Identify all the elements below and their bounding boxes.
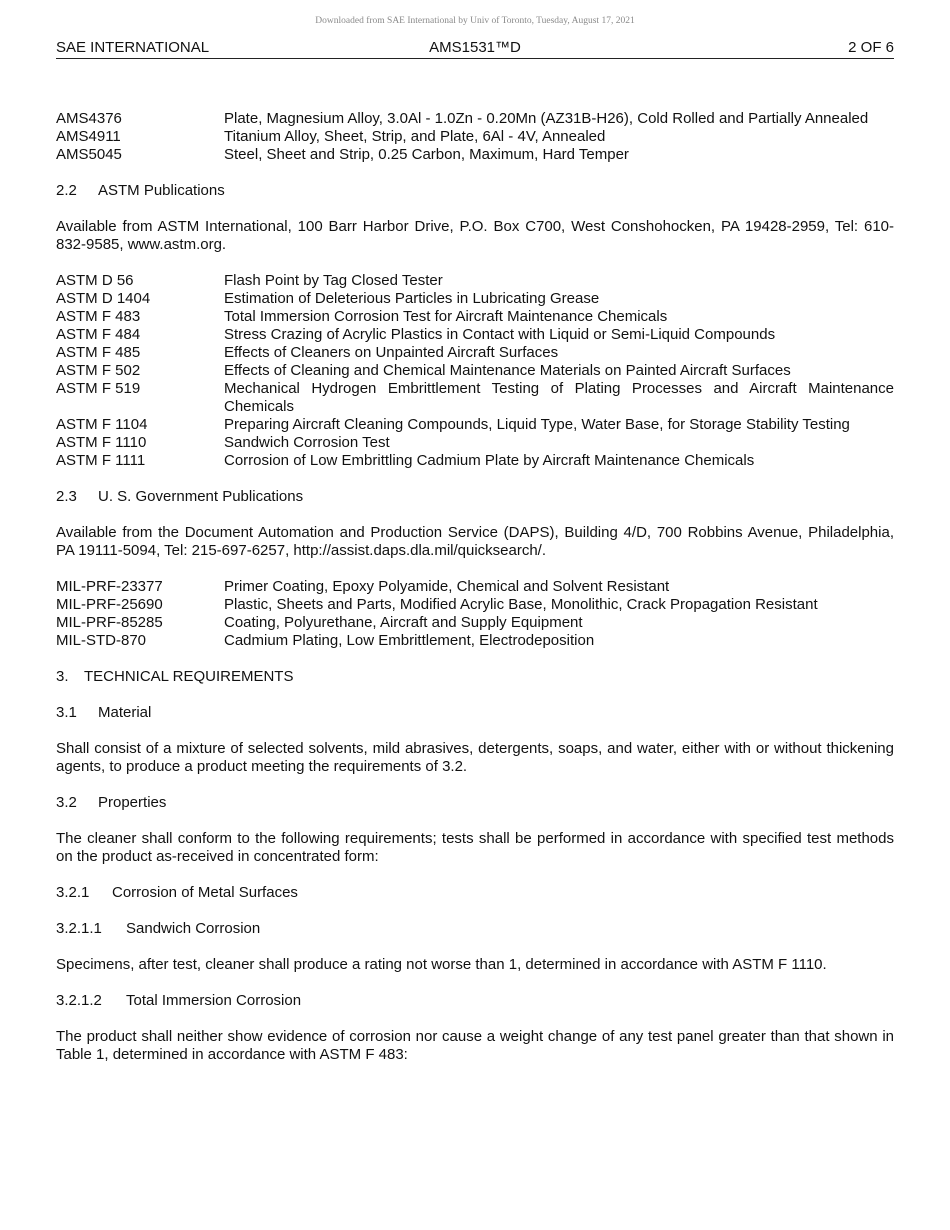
reference-title: Primer Coating, Epoxy Polyamide, Chemical and Solvent Resistant [224, 578, 670, 595]
reference-title: Sandwich Corrosion Test [224, 434, 390, 451]
section-title: Material [98, 704, 152, 721]
reference-code: MIL-PRF-85285 [56, 614, 163, 631]
header-doc-id: AMS1531™D [429, 39, 521, 56]
sandwich-corrosion-text: Specimens, after test, cleaner shall produce a rating not worse than 1, determined in accordance with ASTM F 1110. [56, 956, 827, 973]
reference-code: ASTM F 483 [56, 308, 141, 325]
reference-row [56, 326, 894, 344]
government-reference-list [56, 578, 894, 650]
reference-row [56, 272, 894, 290]
section-title: Total Immersion Corrosion [126, 992, 302, 1009]
section-heading-3 [56, 668, 894, 686]
reference-row [56, 434, 894, 452]
reference-code: AMS4911 [56, 128, 121, 145]
properties-text: The cleaner shall conform to the following requirements; tests shall be performed in accordance with specified test methods on the product as-received in concentrated form: [56, 830, 894, 865]
reference-code: MIL-PRF-23377 [56, 578, 163, 595]
section-title: Properties [98, 794, 167, 811]
reference-title: Mechanical Hydrogen Embrittlement Testing of Plating Processes and Aircraft Maintenance Chemicals [224, 380, 894, 415]
section-heading-2-2 [56, 182, 894, 200]
reference-code: ASTM F 485 [56, 344, 141, 361]
reference-title: Coating, Polyurethane, Aircraft and Supply Equipment [224, 614, 583, 631]
reference-code: ASTM F 1111 [56, 452, 146, 469]
page-header [56, 38, 894, 59]
reference-code: MIL-STD-870 [56, 632, 147, 649]
reference-row [56, 362, 894, 380]
header-org: SAE INTERNATIONAL [56, 39, 210, 56]
reference-code: ASTM F 1104 [56, 416, 148, 433]
material-text: Shall consist of a mixture of selected solvents, mild abrasives, detergents, soaps, and water, either with or without thickening agents, to produce a product meeting the requirements of 3.2. [56, 740, 894, 775]
reference-row [56, 128, 894, 146]
reference-code: ASTM D 1404 [56, 290, 151, 307]
section-title: ASTM Publications [98, 182, 225, 199]
total-immersion-corrosion-text: The product shall neither show evidence of corrosion nor cause a weight change of any test panel greater than that shown in Table 1, determined in accordance with ASTM F 483: [56, 1028, 894, 1063]
daps-availability-text: Available from the Document Automation and Production Service (DAPS), Building 4/D, 700 Robbins Avenue, Philadelphia, PA 19111-5094, Tel: 215-697-6257, http://assist.daps.dla.mil/quicksearch/. [56, 524, 894, 559]
header-page-number: 2 OF 6 [848, 39, 894, 56]
reference-title: Total Immersion Corrosion Test for Aircraft Maintenance Chemicals [224, 308, 668, 325]
section-heading-3-2-1-2 [56, 992, 894, 1010]
section-title: TECHNICAL REQUIREMENTS [84, 668, 294, 685]
reference-title: Plastic, Sheets and Parts, Modified Acrylic Base, Monolithic, Crack Propagation Resistant [224, 596, 818, 613]
reference-code: ASTM F 519 [56, 380, 141, 397]
reference-title: Titanium Alloy, Sheet, Strip, and Plate, 6Al - 4V, Annealed [224, 128, 606, 145]
section-number: 3.2.1.1 [56, 920, 102, 937]
reference-row [56, 344, 894, 362]
reference-code: ASTM F 484 [56, 326, 141, 343]
section-number: 2.3 [56, 488, 77, 505]
ams-reference-list [56, 110, 894, 164]
section-number: 3.2 [56, 794, 77, 811]
section-heading-2-3 [56, 488, 894, 506]
reference-row [56, 290, 894, 308]
reference-code: MIL-PRF-25690 [56, 596, 163, 613]
section-number: 3.1 [56, 704, 77, 721]
reference-row [56, 308, 894, 326]
reference-title: Flash Point by Tag Closed Tester [224, 272, 443, 289]
section-number: 2.2 [56, 182, 77, 199]
reference-title: Steel, Sheet and Strip, 0.25 Carbon, Maximum, Hard Temper [224, 146, 629, 163]
section-number: 3. [56, 668, 69, 685]
reference-title: Corrosion of Low Embrittling Cadmium Plate by Aircraft Maintenance Chemicals [224, 452, 755, 469]
reference-title: Effects of Cleaners on Unpainted Aircraft Surfaces [224, 344, 559, 361]
reference-code: ASTM F 1110 [56, 434, 147, 451]
reference-title: Preparing Aircraft Cleaning Compounds, Liquid Type, Water Base, for Storage Stability Testing [224, 416, 850, 433]
section-heading-3-1 [56, 704, 894, 722]
download-watermark: Downloaded from SAE International by Univ of Toronto, Tuesday, August 17, 2021 [315, 16, 635, 26]
reference-row [56, 416, 894, 434]
section-number: 3.2.1.2 [56, 992, 102, 1009]
section-title: Sandwich Corrosion [126, 920, 261, 937]
astm-availability-text: Available from ASTM International, 100 Barr Harbor Drive, P.O. Box C700, West Conshohocken, PA 19428-2959, Tel: 610-832-9585, www.astm.org. [56, 218, 894, 253]
section-number: 3.2.1 [56, 884, 90, 901]
reference-code: AMS5045 [56, 146, 122, 163]
reference-title: Plate, Magnesium Alloy, 3.0Al - 1.0Zn - 0.20Mn (AZ31B-H26), Cold Rolled and Partially Annealed [224, 110, 869, 127]
reference-row [56, 578, 894, 596]
reference-row [56, 596, 894, 614]
reference-title: Estimation of Deleterious Particles in Lubricating Grease [224, 290, 600, 307]
section-title: U. S. Government Publications [98, 488, 304, 505]
section-heading-3-2 [56, 794, 894, 812]
astm-reference-list [56, 272, 894, 470]
reference-row [56, 110, 894, 128]
section-title: Corrosion of Metal Surfaces [112, 884, 298, 901]
reference-row [56, 146, 894, 164]
reference-title: Effects of Cleaning and Chemical Maintenance Materials on Painted Aircraft Surfaces [224, 362, 791, 379]
page-body [56, 110, 894, 1064]
reference-row [56, 452, 894, 470]
reference-title: Stress Crazing of Acrylic Plastics in Contact with Liquid or Semi-Liquid Compounds [224, 326, 776, 343]
section-heading-3-2-1-1 [56, 920, 894, 938]
reference-code: ASTM D 56 [56, 272, 134, 289]
section-heading-3-2-1 [56, 884, 894, 902]
reference-code: ASTM F 502 [56, 362, 141, 379]
reference-row [56, 614, 894, 632]
reference-row [56, 380, 894, 416]
reference-code: AMS4376 [56, 110, 122, 127]
reference-title: Cadmium Plating, Low Embrittlement, Electrodeposition [224, 632, 595, 649]
reference-row [56, 632, 894, 650]
